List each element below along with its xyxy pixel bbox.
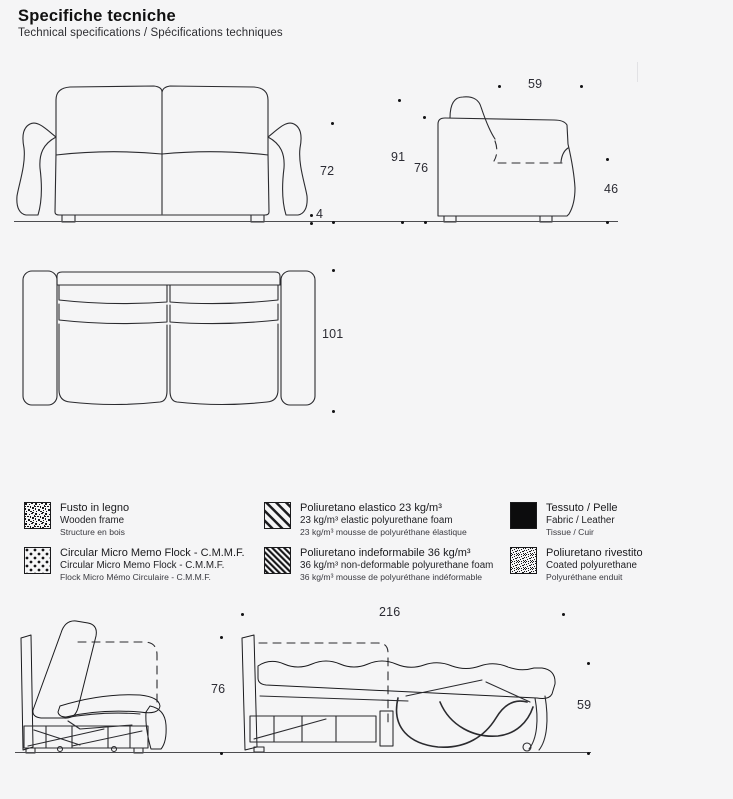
back-rail xyxy=(57,272,280,285)
legend-item-fabric-leather xyxy=(510,502,710,537)
seat-cushion-left xyxy=(59,324,167,405)
dim-bed-surface-height: 59 xyxy=(577,698,592,712)
dimension-marker-dot xyxy=(401,221,404,224)
legend-label-it: Fusto in legno xyxy=(60,502,130,514)
rigid-foam-swatch xyxy=(264,547,291,574)
frame-diagonal xyxy=(254,719,326,739)
back-cushion-left xyxy=(59,285,167,304)
caster-wheel xyxy=(58,747,63,752)
caster-wheel xyxy=(112,747,117,752)
armrest-right xyxy=(281,271,315,405)
dim-front-height: 72 xyxy=(320,164,335,178)
legend-label-en: 36 kg/m³ non-deformable polyurethane foam xyxy=(300,560,494,571)
legend-item-cmmf-flock xyxy=(24,547,262,582)
dimension-marker-dot xyxy=(587,752,590,755)
armrest-silhouette-dashed xyxy=(78,642,157,706)
armrest-silhouette-dashed xyxy=(259,643,388,726)
back-cushion xyxy=(33,621,96,718)
dimension-marker-dot xyxy=(241,613,244,616)
wooden-frame-swatch xyxy=(24,502,51,529)
dimension-marker-dot xyxy=(220,752,223,755)
legend-label-en: 23 kg/m³ elastic polyurethane foam xyxy=(300,515,453,526)
legend-item-elastic-foam xyxy=(264,502,500,537)
armrest-left xyxy=(23,271,57,405)
back-cushion-left xyxy=(56,86,162,154)
back-cushion-right xyxy=(162,86,268,154)
legend-label-fr: Tissue / Cuir xyxy=(546,526,594,537)
dim-side-overall-height: 91 xyxy=(391,150,406,164)
legend-label-en: Wooden frame xyxy=(60,515,125,526)
dim-closed-section-height: 76 xyxy=(211,682,226,696)
armrest-left xyxy=(17,123,56,215)
bed-deck xyxy=(260,696,408,701)
frame-posts xyxy=(46,726,130,748)
legend-label-en: Coated polyurethane xyxy=(546,560,637,571)
leg-swoosh-front xyxy=(397,698,527,747)
dimension-marker-dot xyxy=(310,214,313,217)
sofa-top-view-drawing xyxy=(22,266,316,408)
side-body xyxy=(438,118,575,216)
dimension-marker-dot xyxy=(332,221,335,224)
dim-side-body-height: 76 xyxy=(414,161,429,175)
dimension-marker-dot xyxy=(332,410,335,413)
dimension-marker-dot xyxy=(606,221,609,224)
dimension-marker-dot xyxy=(498,85,501,88)
legend-label-fr: 23 kg/m³ mousse de polyuréthane élastique xyxy=(300,526,467,537)
leg-struts xyxy=(406,680,530,702)
ground-line-top xyxy=(14,221,618,222)
seat-pan-lower xyxy=(68,721,132,729)
back-panel xyxy=(21,635,33,750)
sofabed-closed-section-drawing xyxy=(14,608,182,754)
dimension-marker-dot xyxy=(220,636,223,639)
mid-band-right xyxy=(170,304,278,324)
legend-label-it: Poliuretano indeformabile 36 kg/m³ xyxy=(300,547,471,559)
fabric-leather-swatch xyxy=(510,502,537,529)
frame-posts xyxy=(274,716,336,742)
dimension-marker-dot xyxy=(587,662,590,665)
seat-cushion-right xyxy=(170,324,278,405)
frame-pad xyxy=(380,711,393,746)
legend-label-fr: Structure en bois xyxy=(60,526,125,537)
headrest-fold-dashed xyxy=(494,141,497,161)
cmmf-flock-swatch xyxy=(24,547,51,574)
dimension-marker-dot xyxy=(580,85,583,88)
coated-polyurethane-swatch xyxy=(510,547,537,574)
legend-label-fr: Flock Micro Mémo Circulaire - C.M.M.F. xyxy=(60,571,211,582)
page-subtitle: Technical specifications / Spécifications techniques xyxy=(18,27,283,39)
legend-label-fr: Polyuréthane enduit xyxy=(546,571,623,582)
back-cushion-right xyxy=(170,285,278,304)
page-seam-line xyxy=(637,62,638,82)
legend-item-coated-polyurethane xyxy=(510,547,710,582)
page-title: Specifiche tecniche xyxy=(18,7,176,25)
ground-line-bottom xyxy=(15,752,591,753)
dim-total-depth: 101 xyxy=(322,327,344,341)
legend-label-fr: 36 kg/m³ mousse de polyuréthane indéformable xyxy=(300,571,483,582)
sofabed-open-section-drawing xyxy=(238,608,572,754)
dimension-marker-dot xyxy=(606,158,609,161)
legend-label-it: Poliuretano elastico 23 kg/m³ xyxy=(300,502,442,514)
dim-armrest-top-depth: 59 xyxy=(528,77,543,91)
dimension-marker-dot xyxy=(562,613,565,616)
legend-item-rigid-foam xyxy=(264,547,504,582)
dim-foot-height: 4 xyxy=(316,207,324,221)
armrest-right xyxy=(268,123,307,215)
base-frame xyxy=(24,726,148,748)
dimension-marker-dot xyxy=(332,269,335,272)
dimension-marker-dot xyxy=(310,222,313,225)
header xyxy=(18,7,283,39)
dim-open-bed-length: 216 xyxy=(379,605,401,619)
legend-label-it: Tessuto / Pelle xyxy=(546,502,618,514)
sofa-front-view-drawing xyxy=(14,84,312,223)
legend-label-it: Circular Micro Memo Flock - C.M.M.F. xyxy=(60,547,245,559)
mid-band-left xyxy=(59,304,167,324)
elastic-foam-swatch xyxy=(264,502,291,529)
dim-seat-height: 46 xyxy=(604,182,619,196)
dimension-marker-dot xyxy=(398,99,401,102)
base-frame xyxy=(250,716,376,742)
legend-label-en: Circular Micro Memo Flock - C.M.M.F. xyxy=(60,560,225,571)
folded-legs xyxy=(28,729,142,746)
legend-item-wooden-frame xyxy=(24,502,254,537)
seat-front-arc xyxy=(561,148,568,162)
legend-label-it: Poliuretano rivestito xyxy=(546,547,643,559)
dimension-marker-dot xyxy=(331,122,334,125)
legend-label-en: Fabric / Leather xyxy=(546,515,615,526)
dimension-marker-dot xyxy=(424,221,427,224)
dimension-marker-dot xyxy=(423,116,426,119)
end-support xyxy=(529,696,547,750)
sofa-side-view-drawing xyxy=(428,92,590,223)
